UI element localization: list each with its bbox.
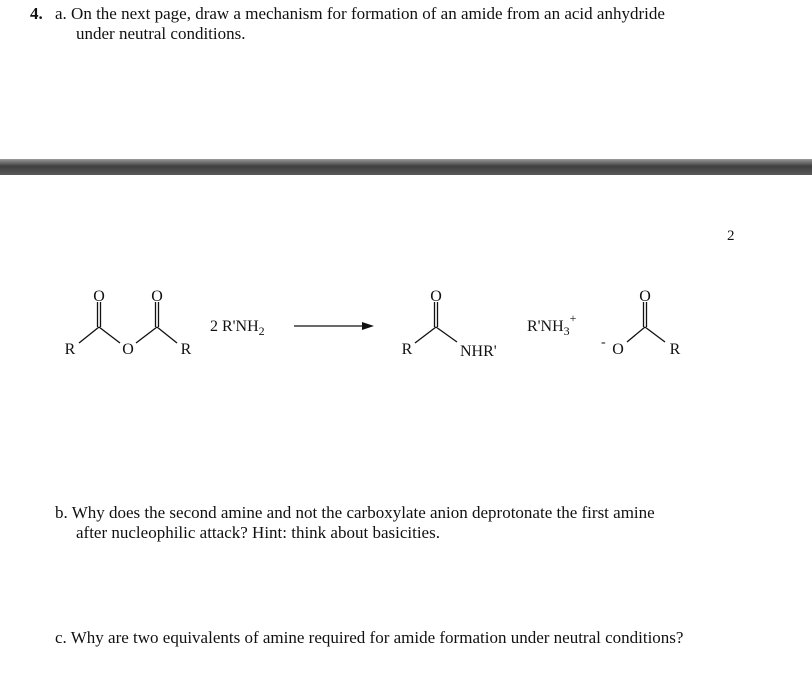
page-number: 2 (727, 228, 735, 244)
part-a-line-1: a. On the next page, draw a mechanism for formation of an amide from an acid anhydride (55, 4, 665, 23)
anhydride-bridging-o: O (122, 341, 134, 358)
anhydride-carbonyl-o-left: O (93, 288, 105, 305)
question-part-c (55, 628, 683, 648)
reagent-amine: 2 $R'NH_2$ (210, 318, 265, 338)
carboxylate-o-minus: O (612, 341, 624, 358)
carboxylate-carbonyl-o: O (639, 288, 651, 305)
part-a-line-2: under neutral conditions. (76, 24, 246, 43)
anhydride-carbonyl-o-right: O (151, 288, 163, 305)
anhydride-r-right: R (180, 341, 192, 358)
ammonium-ion: $R'NH_3^+$ (527, 311, 577, 338)
amide-nhr: NHR' (460, 343, 497, 360)
carboxylate-r: R (669, 341, 681, 358)
carboxylate-charge: - (601, 335, 606, 350)
amide-carbonyl-o: O (430, 288, 442, 305)
amide-r: R (401, 341, 413, 358)
question-part-b (55, 503, 655, 543)
question-number: 4. (30, 4, 43, 23)
part-c-line-1: c. Why are two equivalents of amine required for amide formation under neutral conditions? (55, 628, 684, 647)
anhydride-r-left: R (64, 341, 76, 358)
part-b-line-2: after nucleophilic attack? Hint: think about basicities. (76, 523, 440, 542)
part-b-line-1: b. Why does the second amine and not the carboxylate anion deprotonate the first amine (55, 503, 655, 522)
